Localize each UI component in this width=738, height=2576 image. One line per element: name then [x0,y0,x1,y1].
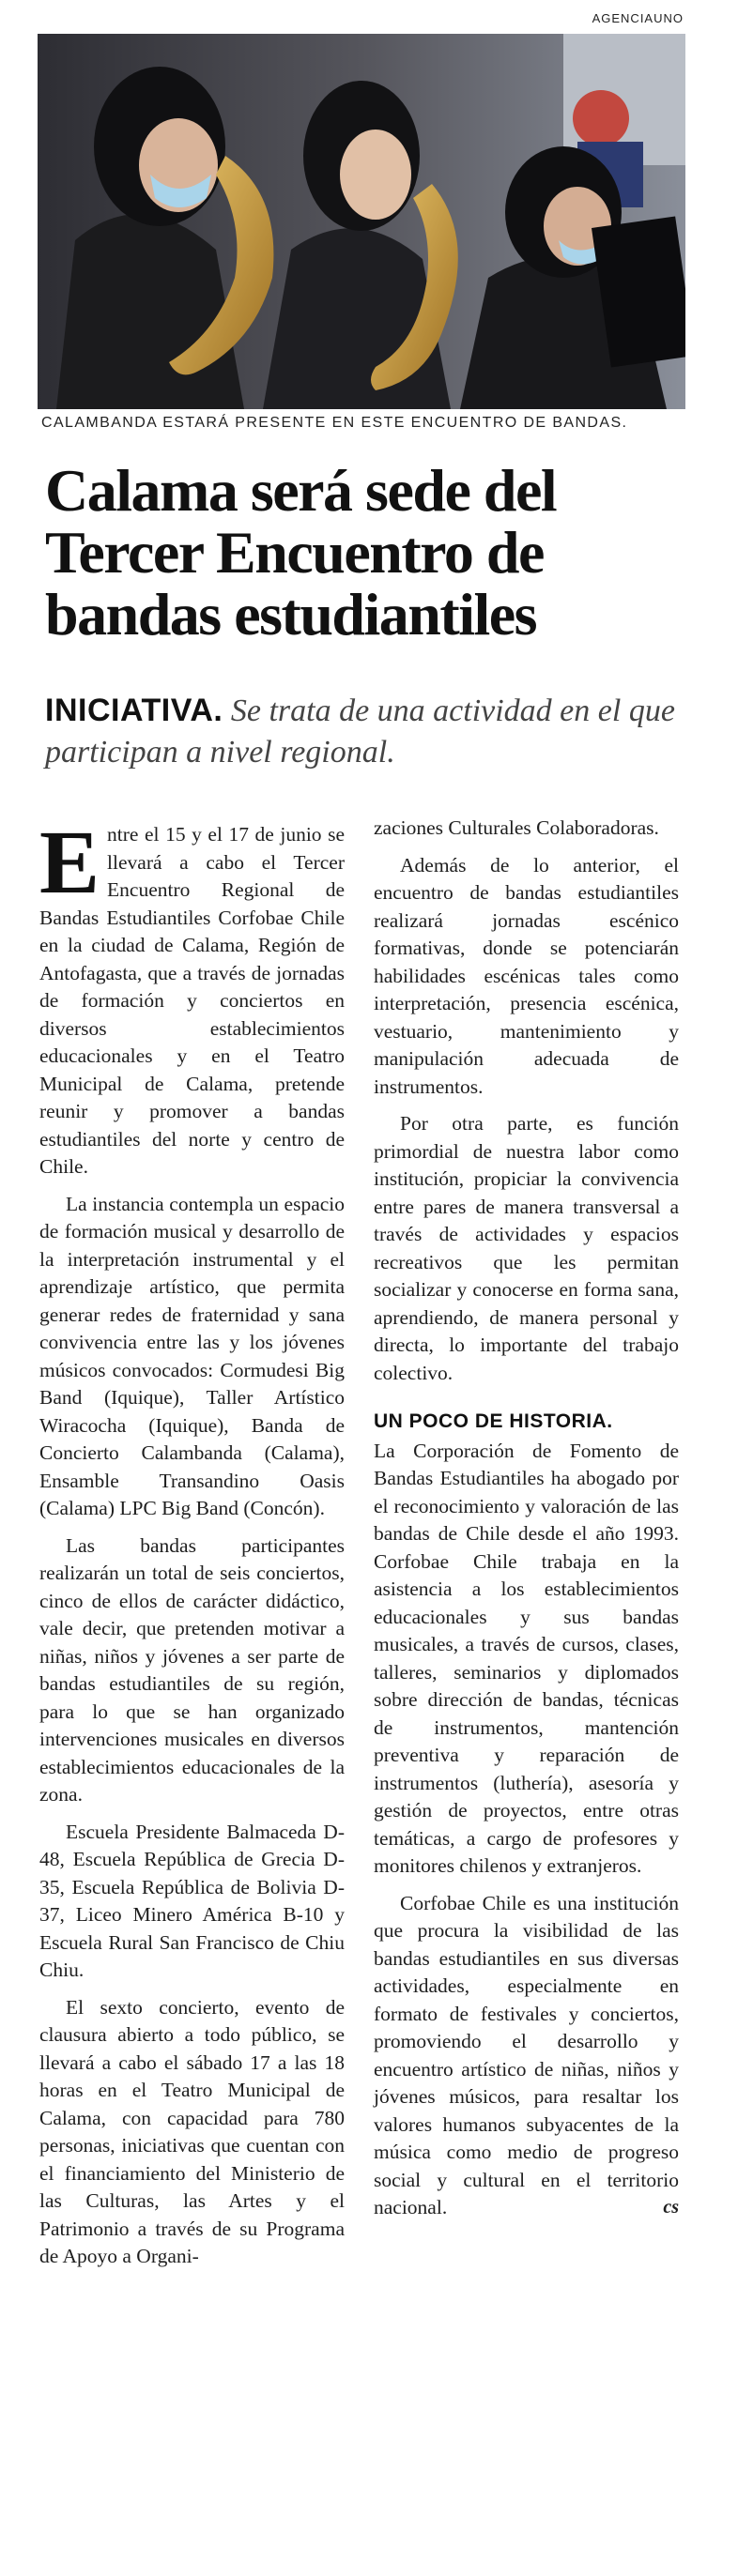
deck-text: Se trata de una actividad en el que participan a nivel regional. [45,694,675,770]
body-paragraph: Escuela Presidente Balmaceda D-48, Escuela República de Grecia D-35, Escuela República de Bolivia D-37, Liceo Minero América B-10 y Escuela Rural San Francisco de Chiu Chiu. [39,1820,345,1981]
photo-credit: AGENCIAUNO [592,11,684,25]
body-paragraph: La instancia contempla un espacio de formación musical y desarrollo de la interpretación instrumental y el aprendizaje artístico, que permita generar redes de fraternidad y sana convivencia entre las y los jóvenes músicos convocados: Cormudesi Big Band (Iquique), Taller Artístico Wiracocha (Iquique), Banda de Concierto Calambanda (Calama), Ensamble Transandino Oasis (Calama) LPC Big Band (Concón). [39,1192,345,1519]
body-column-left [39,812,345,2280]
body-paragraph: Entre el 15 y el 17 de junio se llevará a cabo el Tercer Encuentro Regional de Bandas Estudiantiles Corfobae Chile en la ciudad de Calama, Región de Antofagasta, que a través de jornadas de formación y conciertos en diversos establecimientos educacionales y en el Teatro Municipal de Calama, pretende reunir y promover a bandas estudiantiles del norte y centro de Chile. [39,812,345,1178]
end-mark: cs [663,2197,679,2218]
headline-line: Tercer Encuentro de [45,519,544,586]
headline-line: bandas estudiantiles [45,581,537,648]
body-paragraph: El sexto concierto, evento de clausura abierto a todo público, se llevará a cabo el sábado 17 a las 18 horas en el Teatro Municipal de Calama, con capacidad para 780 personas, iniciativas que cuentan con el financiamiento del Ministerio de las Culturas, las Artes y el Patrimonio a través de su Programa de Apoyo a Organi- [39,1995,345,2267]
body-paragraph: Además de lo anterior, el encuentro de bandas estudiantiles realizará jornadas escénico formativas, donde se potenciarán habilidades escénicas tales como interpretación, presencia escénica, vestuario, mantenimiento y manipulación adecuada de instrumentos. [374,853,679,1098]
headline [45,457,693,648]
section-subhead: UN POCO DE HISTORIA. [374,1410,613,1432]
photo-caption: CALAMBANDA ESTARÁ PRESENTE EN ESTE ENCUENTRO DE BANDAS. [41,415,628,431]
body-paragraph: Corfobae Chile es una institución que procura la visibilidad de las bandas estudiantiles en sus diversas actividades, especialmente en formato de festivales y conciertos, promoviendo el desarrollo y encuentro artístico de niñas, niños y jóvenes músicos, para resaltar los valores humanos subyacentes de la música como medio de progreso social y cultural en el territorio nacional. cs [374,1890,679,2222]
body-column-right [374,815,679,2232]
article-photo [38,34,685,409]
body-paragraph: Por otra parte, es función primordial de nuestra labor como institución, propiciar la convivencia entre pares de manera transversal a través de actividades y espacios recreativos que les permitan socializar y conocerse en forma sana, aprendiendo, de manera personal y directa, lo importante del trabajo colectivo. [374,1112,679,1384]
lead-deck [45,690,693,773]
kicker: INICIATIVA. [45,693,223,728]
body-paragraph: Las bandas participantes realizarán un total de seis conciertos, cinco de ellos de carácter didáctico, vale decir, que pretenden motivar a niñas, niños y jóvenes a ser parte de bandas estudiantiles de su región, para lo que se han organizado intervenciones musicales en diversos establecimientos educacionales de la zona. [39,1533,345,1806]
body-paragraph: La Corporación de Fomento de Bandas Estudiantiles ha abogado por el reconocimiento y valoración de las bandas de Chile desde el año 1993. Corfobae Chile trabaja en la asistencia a los establecimientos educacionales y sus bandas musicales, a través de cursos, clases, talleres, seminarios y diplomados sobre dirección de bandas, técnicas de instrumentos, mantención preventiva y reparación de instrumentos (luthería), asesoría y gestión de proyectos, entre otras temáticas, a cargo de profesores y monitores chilenos y extranjeros. [374,1439,679,1877]
body-paragraph: zaciones Culturales Colaboradoras. [374,816,659,839]
headline-line: Calama será sede del [45,457,557,524]
band-photo-illustration [38,34,685,409]
dropcap: E [39,812,100,912]
